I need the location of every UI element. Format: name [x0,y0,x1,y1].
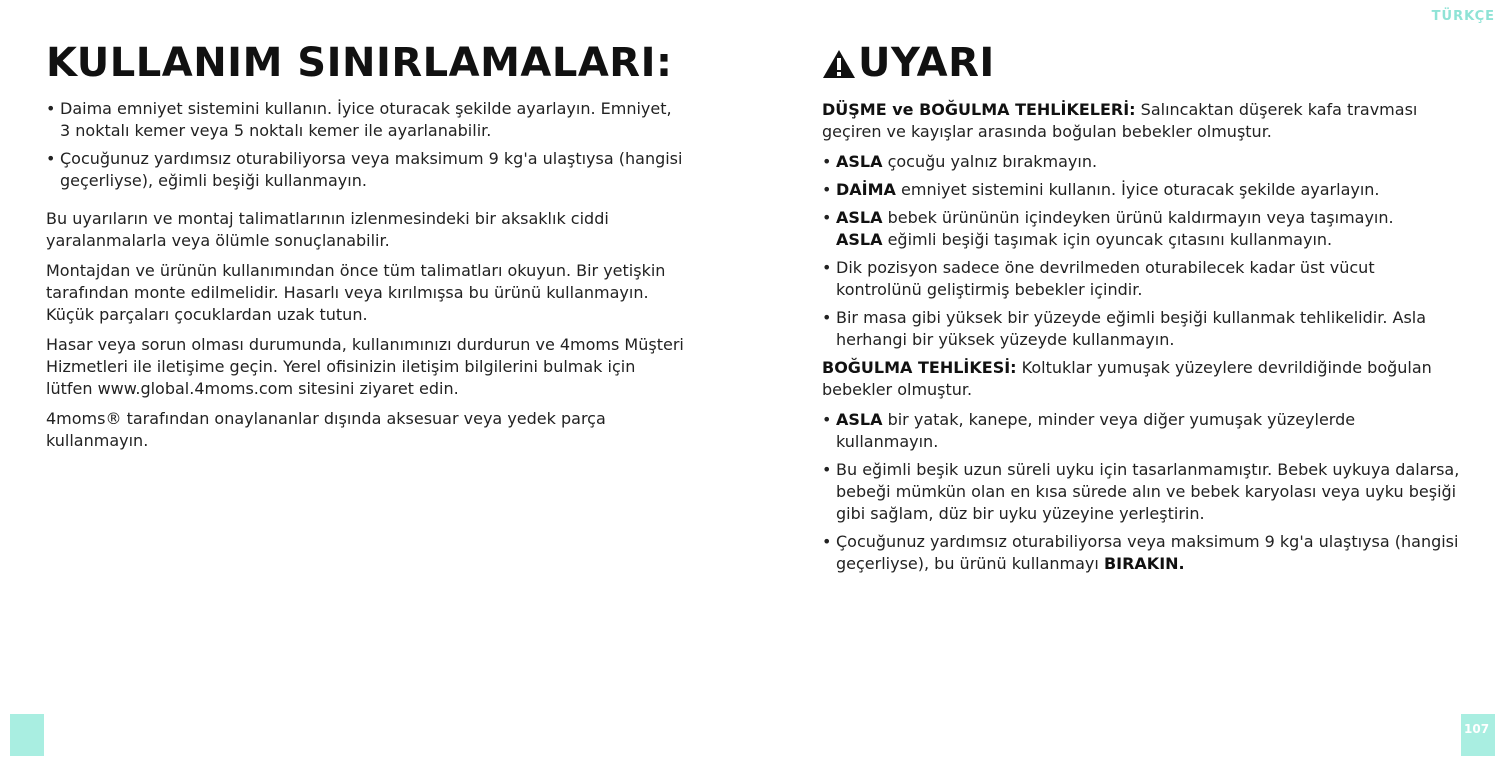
emphasis: ASLA [836,230,883,249]
emphasis: BIRAKIN. [1103,554,1185,573]
list-item-text: Bir masa gibi yüksek bir yüzeyde eğimli beşiği kullanmak tehlikelidir. Asla herhangi bir yüksek yüzeyde kullanmayın. [836,308,1427,349]
warning-triangle-icon [822,49,856,79]
suffocation-hazard-heading: BOĞULMA TEHLİKESİ: [822,358,1017,377]
list-item [822,459,1462,525]
emphasis: ASLA [836,152,883,171]
list-item-text: bir yatak, kanepe, minder veya diğer yumuşak yüzeylerde kullanmayın. [836,410,1356,451]
list-item [822,531,1462,575]
fall-hazard-list [822,151,1462,351]
page-number: 107 [1464,722,1490,736]
list-item-text: Çocuğunuz yardımsız oturabiliyorsa veya maksimum 9 kg'a ulaştıysa (hangisi geçerliyse), bu ürünü kullanmayı [836,532,1459,573]
accessories-paragraph: 4moms® tarafından onaylananlar dışında aksesuar veya yedek parça kullanmayın. [46,409,606,450]
emphasis: ASLA [836,208,883,227]
list-item-text: Dik pozisyon sadece öne devrilmeden oturabilecek kadar üst vücut kontrolünü geliştirmiş bebekler içindir. [836,258,1375,299]
list-item [822,257,1462,301]
list-item: • Daima emniyet sistemini kullanın. İyice oturacak şekilde ayarlayın. Emniyet, 3 noktalı kemer veya 5 noktalı kemer ile ayarlanabilir. [46,98,686,142]
customer-service-paragraph: Hasar veya sorun olması durumunda, kullanımınızı durdurun ve 4moms Müşteri Hizmetleri ile iletişime geçin. Yerel ofisinizin iletişim bilgilerini bulmak için lütfen www.global.4moms.com sitesini ziyaret edin. [46,335,684,398]
assembly-paragraph: Montajdan ve ürünün kullanımından önce tüm talimatları okuyun. Bir yetişkin tarafından monte edilmelidir. Hasarlı veya kırılmışsa bu ürünü kullanmayın. Küçük parçaları çocuklardan uzak tutun. [46,261,666,324]
fall-hazard-heading: DÜŞME ve BOĞULMA TEHLİKELERİ: [822,100,1136,119]
usage-restrictions-body [46,98,686,460]
page-tab-right [1461,714,1495,756]
list-item-text: eğimli beşiği taşımak için oyuncak çıtasını kullanmayın. [887,230,1333,249]
page-tab-left [10,714,44,756]
language-label: TÜRKÇE [1431,9,1495,24]
emphasis: ASLA [836,410,883,429]
consequence-paragraph: Bu uyarıların ve montaj talimatlarının izlenmesindeki bir aksaklık ciddi yaralanmalarla veya ölümle sonuçlanabilir. [46,209,609,250]
list-item-text: emniyet sistemini kullanın. İyice oturacak şekilde ayarlayın. [901,180,1380,199]
list-item-text: Bu eğimli beşik uzun süreli uyku için tasarlanmamıştır. Bebek uykuya dalarsa, bebeği mümkün olan en kısa sürede alın ve bebek karyolası veya uyku beşiği gibi sağlam, düz bir uyku yüzeyine yerleştirin. [836,460,1460,523]
fall-hazard-text: Salıncaktan düşerek kafa travması geçiren ve kayışlar arasında boğulan bebekler olmuştur. [822,100,1418,141]
emphasis: DAİMA [836,180,896,199]
warning-body [822,99,1462,581]
list-item [822,207,1462,251]
suffocation-hazard-intro [822,357,1462,401]
list-item: • Çocuğunuz yardımsız oturabiliyorsa veya maksimum 9 kg'a ulaştıysa (hangisi geçerliyse), eğimli beşiği kullanmayın. [46,148,686,192]
suffocation-hazard-list [822,409,1462,575]
list-item [822,409,1462,453]
list-item-text: bebek ürününün içindeyken ürünü kaldırmayın veya taşımayın. [887,208,1394,227]
usage-restrictions-title: KULLANIM SINIRLAMALARI: [46,40,673,86]
warning-title [822,40,995,86]
list-item [822,307,1462,351]
list-item-text: çocuğu yalnız bırakmayın. [887,152,1098,171]
warning-title-text: UYARI [858,40,995,86]
list-item [822,151,1462,173]
suffocation-hazard-text: Koltuklar yumuşak yüzeylere devrildiğinde boğulan bebekler olmuştur. [822,358,1432,399]
list-item [822,179,1462,201]
usage-restrictions-list [46,98,686,192]
fall-hazard-intro [822,99,1462,143]
